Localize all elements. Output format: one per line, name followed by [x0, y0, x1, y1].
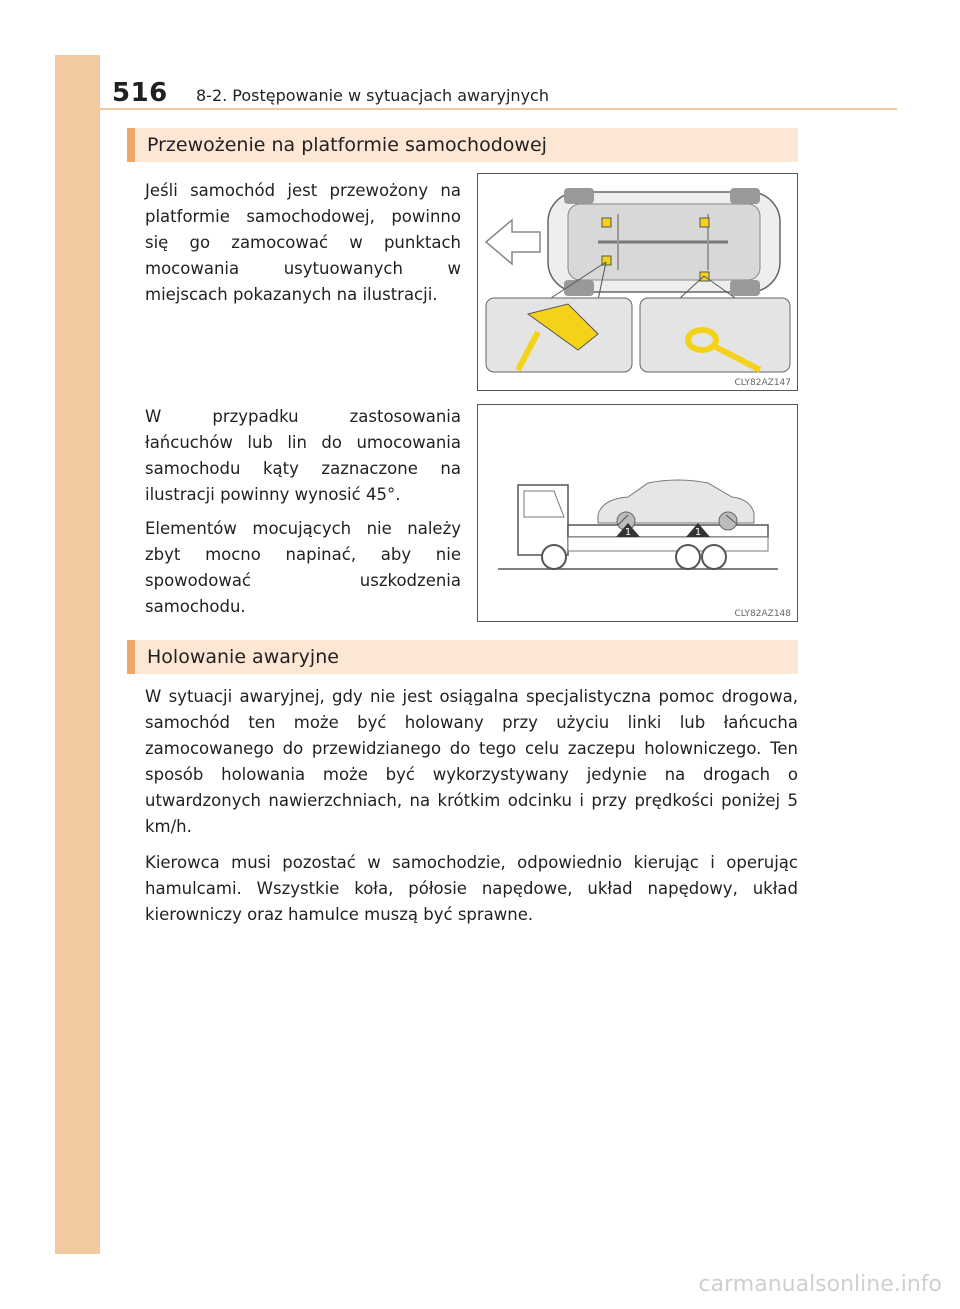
watermark: carmanualsonline.info [698, 1272, 942, 1297]
angle-mark-label: 1 [624, 527, 632, 538]
section-heading-transport [127, 128, 798, 162]
wheel-icon [542, 545, 566, 569]
paragraph-emergency-towing: W sytuacji awaryjnej, gdy nie jest osiągalna specjalistyczna pomoc drogowa, samochód ten może być holowany przy użyciu linki lub łańcucha zamocowanego do przewidzianego do tego celu zaczepu holowniczego. Ten sposób holowania może być wykorzystywany jedynie na drogach o utwardzonych nawierzchniach, na krótkim odcinku i przy prędkości poniżej 5 km/h. [145, 687, 798, 836]
section-reference: 8-2. Postępowanie w sytuacjach awaryjnych [196, 86, 549, 105]
figure-code: CLY82AZ148 [734, 609, 791, 619]
page-number: 516 [112, 78, 168, 108]
wheel-icon [702, 545, 726, 569]
wheel-icon [564, 280, 594, 296]
figure-code: CLY82AZ147 [734, 378, 791, 388]
header-rule [100, 108, 897, 110]
section-heading-text: Holowanie awaryjne [147, 646, 339, 668]
flatbed-illustration [478, 405, 797, 621]
tie-down-point-icon [700, 218, 709, 227]
truck-bed [568, 525, 768, 537]
tie-down-point-icon [602, 218, 611, 227]
figure-flatbed-truck [477, 404, 798, 622]
section-heading-emergency-towing [127, 640, 798, 674]
wheel-icon [730, 280, 760, 296]
paragraph-tension-warning: Elementów mocujących nie należy zbyt mocno napinać, aby nie spowodować uszkodzenia samochodu. [145, 519, 461, 616]
figure-tie-down-points [477, 173, 798, 391]
paragraph-chain-angle: W przypadku zastosowania łańcuchów lub lin do umocowania samochodu kąty zaznaczone na ilustracji powinny wynosić 45°. [145, 407, 461, 504]
paragraph-driver-requirements: Kierowca musi pozostać w samochodzie, odpowiednio kierując i operując hamulcami. Wszystkie koła, półosie napędowe, układ napędowy, układ kierowniczy oraz hamulce muszą być sprawne. [145, 853, 798, 924]
section-heading-text: Przewożenie na platformie samochodowej [147, 134, 547, 156]
direction-arrow-icon [486, 220, 540, 264]
tie-down-illustration [478, 174, 797, 390]
wheel-icon [676, 545, 700, 569]
wheel-icon [730, 188, 760, 204]
paragraph-transport-intro: Jeśli samochód jest przewożony na platformie samochodowej, powinno się go zamocować w punktach mocowania usytuowanych w miejscach pokazanych na ilustracji. [145, 181, 461, 304]
angle-mark-label: 1 [694, 527, 702, 538]
wheel-icon [564, 188, 594, 204]
side-color-band [55, 55, 100, 1254]
